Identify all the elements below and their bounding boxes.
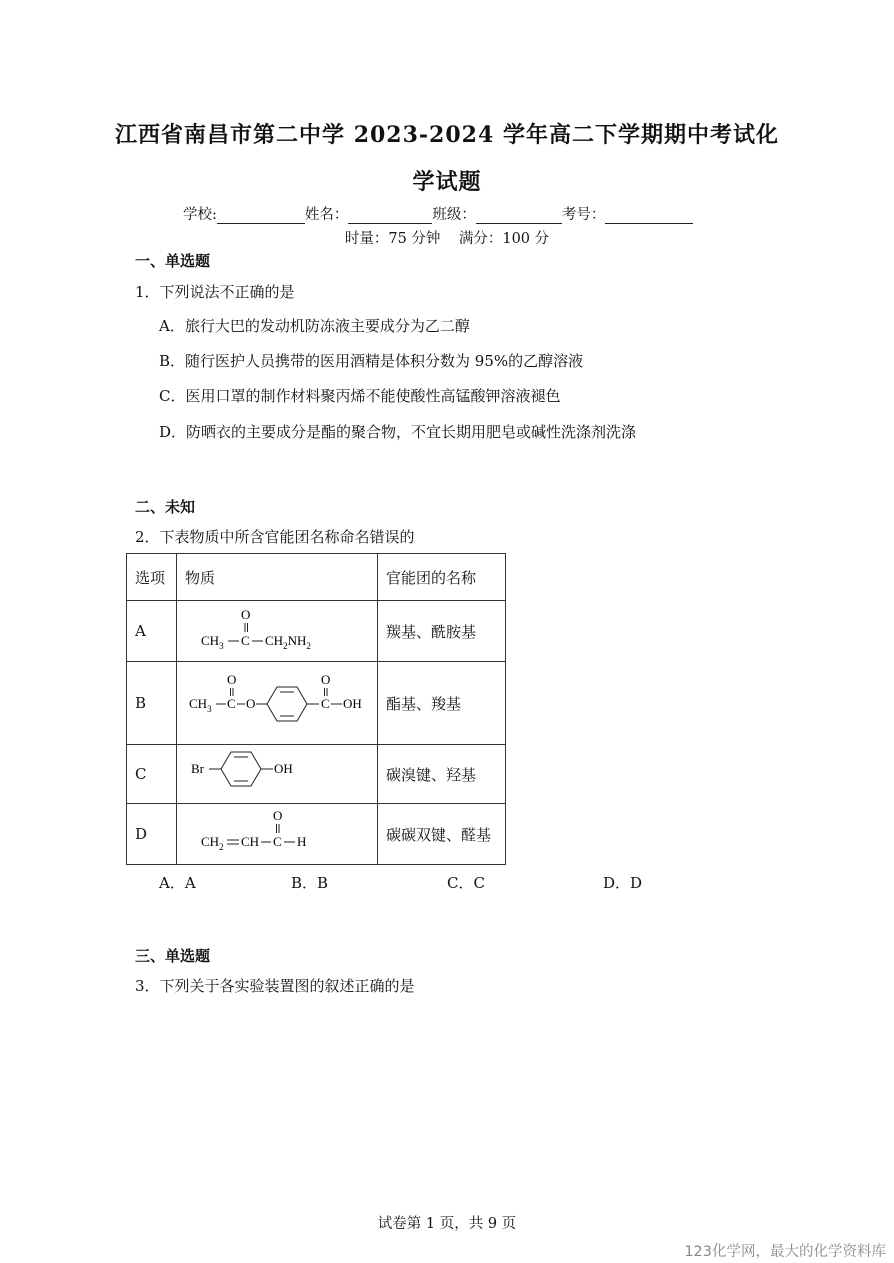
table-cell-option: C: [127, 745, 177, 804]
structure-c-image: [185, 746, 365, 798]
table-header-option: 选项: [127, 554, 177, 601]
page-title-line1: 江西省南昌市第二中学 2023-2024 学年高二下学期期中考试化: [115, 122, 779, 148]
question-3-stem: 3．下列关于各实验装置图的叙述正确的是: [135, 977, 415, 995]
table-row: [127, 804, 506, 865]
number-label: 考号：: [561, 207, 606, 223]
structure-c-br: Br: [191, 761, 204, 776]
exam-info: 时量：75 分钟 满分：100 分: [344, 231, 550, 247]
structure-a-ch2nh2: $CH_2NH_2$: [265, 633, 311, 651]
structure-b-ch3: $CH_3$: [189, 696, 212, 714]
table-row: [127, 662, 506, 745]
table-cell-option: B: [127, 662, 177, 745]
structure-a-c: C: [241, 633, 250, 648]
class-blank: [476, 208, 562, 224]
table-cell-group: 酯基、羧基: [378, 662, 506, 745]
structure-d-ch: CH: [241, 834, 260, 849]
structure-d-cell: [177, 804, 378, 865]
structure-b-image: [185, 666, 369, 736]
structure-d-o: O: [273, 808, 283, 823]
question-2-answer-a: A．A: [159, 874, 196, 892]
structure-b-o2: O: [321, 672, 331, 687]
page-number-footer: 试卷第 1 页，共 9 页: [377, 1216, 517, 1232]
structure-b-o-link: O: [246, 696, 256, 711]
table-cell-group: 羰基、酰胺基: [378, 601, 506, 662]
question-1-option-a: A．旅行大巴的发动机防冻液主要成分为乙二醇: [159, 317, 470, 335]
watermark-text: 123化学网，最大的化学资料库: [684, 1244, 886, 1260]
table-header-group: 官能团的名称: [378, 554, 506, 601]
class-label: 班级：: [432, 207, 476, 223]
name-label: 姓名：: [304, 207, 349, 223]
table-cell-group: 碳碳双键、醛基: [378, 804, 506, 865]
structure-b-o1: O: [227, 672, 237, 687]
question-2-stem: 2．下表物质中所含官能团名称命名错误的: [135, 528, 415, 546]
table-cell-group: 碳溴键、羟基: [378, 745, 506, 804]
question-2-table: [126, 553, 506, 865]
structure-d-h: H: [297, 834, 307, 849]
section-heading-1: 一、单选题: [135, 252, 211, 270]
structure-c-oh: OH: [274, 761, 293, 776]
structure-b-oh: OH: [343, 696, 362, 711]
table-cell-option: A: [127, 601, 177, 662]
structure-d-image: [185, 804, 365, 860]
structure-b-cell: [177, 662, 378, 745]
question-1-stem: 1．下列说法不正确的是: [135, 283, 295, 301]
question-2-answer-d: D．D: [603, 874, 643, 892]
structure-c-cell: [177, 745, 378, 804]
student-info-row: [183, 203, 693, 224]
number-blank: [605, 208, 693, 224]
structure-d-ch2: $CH_2$: [201, 834, 224, 852]
structure-a-ch3: $CH_3$: [201, 633, 224, 651]
table-header-substance: 物质: [177, 554, 378, 601]
page-title-line2: 学试题: [412, 169, 482, 195]
structure-a-cell: [177, 601, 378, 662]
structure-a-o: O: [241, 607, 251, 622]
structure-b-c1: C: [227, 696, 236, 711]
question-2-answer-b: B．B: [291, 874, 329, 892]
name-blank: [348, 208, 432, 224]
table-row: [127, 745, 506, 804]
question-2-answer-c: C．C: [447, 874, 485, 892]
question-1-option-b: B．随行医护人员携带的医用酒精是体积分数为 95%的乙醇溶液: [159, 352, 584, 370]
structure-b-c2: C: [321, 696, 330, 711]
table-cell-option: D: [127, 804, 177, 865]
table-row: [127, 601, 506, 662]
question-1-option-c: C．医用口罩的制作材料聚丙烯不能使酸性高锰酸钾溶液褪色: [159, 387, 561, 405]
table-header-row: [127, 554, 506, 601]
question-1-option-d: D．防晒衣的主要成分是酯的聚合物，不宜长期用肥皂或碱性洗涤剂洗涤: [159, 423, 637, 441]
school-label: 学校:: [183, 207, 217, 223]
school-blank: [217, 208, 305, 224]
structure-d-c: C: [273, 834, 282, 849]
section-heading-3: 三、单选题: [135, 947, 211, 965]
section-heading-2: 二、未知: [135, 498, 196, 516]
structure-a-image: [185, 601, 365, 657]
